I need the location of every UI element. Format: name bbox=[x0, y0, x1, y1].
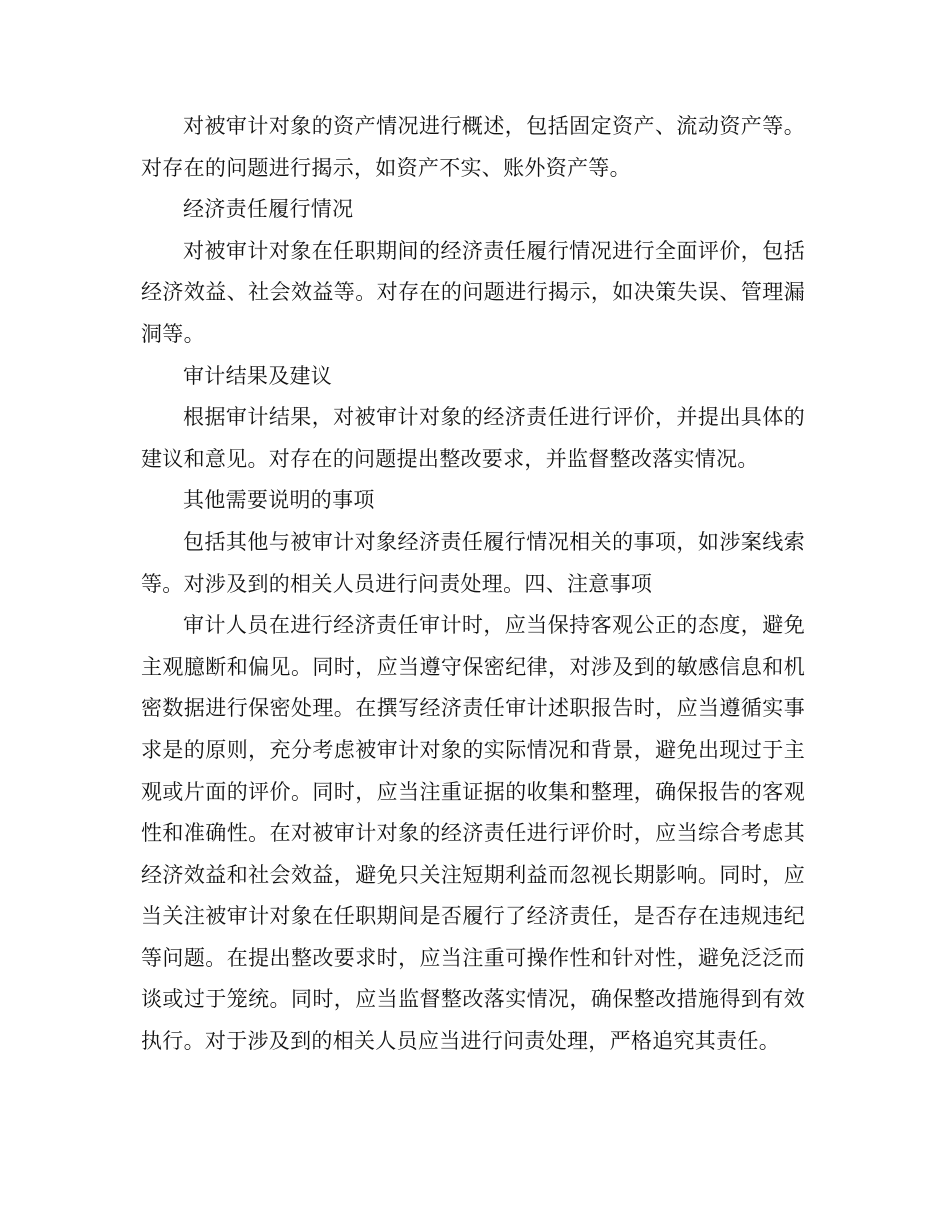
heading-other-matters: 其他需要说明的事项 bbox=[183, 488, 375, 513]
heading-responsibility-performance: 经济责任履行情况 bbox=[183, 197, 354, 222]
paragraph-precautions: 审计人员在进行经济责任审计时，应当保持客观公正的态度，避免主观臆断和偏见。同时，应当遵守保密纪律，对涉及到的敏感信息和机密数据进行保密处理。在撰写经济责任审计述职报告时，应当遵循实事求是的原则，充分考虑被审计对象的实际情况和背景，避免出现过于主观或片面的评价。同时，应当注重证据的收集和整理，确保报告的客观性和准确性。在对被审计对象的经济责任进行评价时，应当综合考虑其经济效益和社会效益，避免只关注短期利益而忽视长期影响。同时，应当关注被审计对象在任职期间是否履行了经济责任，是否存在违规违纪等问题。在提出整改要求时，应当注重可操作性和针对性，避免泛泛而谈或过于笼统。同时，应当监督整改落实情况，确保整改措施得到有效执行。对于涉及到的相关人员应当进行问责处理，严格追究其责任。 bbox=[141, 613, 805, 1054]
paragraph-asset-overview: 对被审计对象的资产情况进行概述，包括固定资产、流动资产等。对存在的问题进行揭示，如资产不实、账外资产等。 bbox=[141, 114, 805, 180]
paragraph-audit-results: 根据审计结果，对被审计对象的经济责任进行评价，并提出具体的建议和意见。对存在的问题提出整改要求，并监督整改落实情况。 bbox=[141, 405, 805, 471]
paragraph-other-matters: 包括其他与被审计对象经济责任履行情况相关的事项，如涉案线索等。对涉及到的相关人员进行问责处理。四、注意事项 bbox=[141, 529, 805, 596]
paragraph-responsibility-evaluation: 对被审计对象在任职期间的经济责任履行情况进行全面评价，包括经济效益、社会效益等。对存在的问题进行揭示，如决策失误、管理漏洞等。 bbox=[141, 238, 805, 346]
heading-audit-results: 审计结果及建议 bbox=[183, 363, 333, 388]
document-body bbox=[141, 106, 805, 1063]
